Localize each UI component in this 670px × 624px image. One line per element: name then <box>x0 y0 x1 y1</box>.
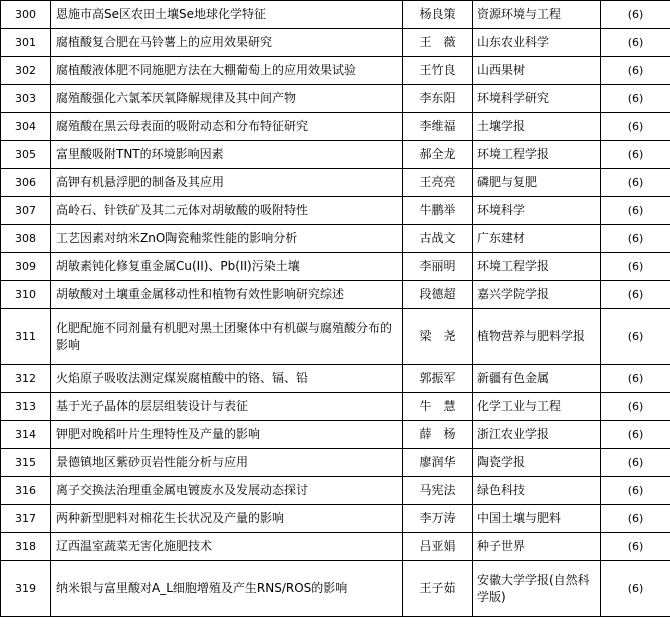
author-name: 李东阳 <box>403 85 473 113</box>
paper-title: 钾肥对晚稻叶片生理特性及产量的影响 <box>51 421 403 449</box>
table-row <box>1 449 670 477</box>
author-name: 王 薇 <box>403 29 473 57</box>
journal-name: 种子世界 <box>473 533 601 561</box>
table-row <box>1 85 670 113</box>
issue-number: (6) <box>601 393 670 421</box>
author-name: 李丽明 <box>403 253 473 281</box>
author-name: 段德超 <box>403 281 473 309</box>
issue-number: (6) <box>601 85 670 113</box>
journal-name: 山东农业科学 <box>473 29 601 57</box>
paper-title: 辽西温室蔬菜无害化施肥技术 <box>51 533 403 561</box>
table-row <box>1 561 670 617</box>
paper-title: 恩施市高Se区农田土壤Se地球化学特征 <box>51 1 403 29</box>
journal-name: 浙江农业学报 <box>473 421 601 449</box>
paper-title: 腐殖酸在黑云母表面的吸附动态和分布特征研究 <box>51 113 403 141</box>
row-number: 318 <box>1 533 51 561</box>
row-number: 300 <box>1 1 51 29</box>
table-row <box>1 169 670 197</box>
author-name: 王亮亮 <box>403 169 473 197</box>
table-row <box>1 113 670 141</box>
row-number: 315 <box>1 449 51 477</box>
row-number: 314 <box>1 421 51 449</box>
issue-number: (6) <box>601 477 670 505</box>
issue-number: (6) <box>601 29 670 57</box>
row-number: 307 <box>1 197 51 225</box>
author-name: 王竹良 <box>403 57 473 85</box>
row-number: 319 <box>1 561 51 617</box>
journal-name: 安徽大学学报(自然科学版) <box>473 561 601 617</box>
row-number: 309 <box>1 253 51 281</box>
author-name: 古战文 <box>403 225 473 253</box>
issue-number: (6) <box>601 505 670 533</box>
paper-title: 腐植酸液体肥不同施肥方法在大棚葡萄上的应用效果试验 <box>51 57 403 85</box>
paper-title: 腐植酸复合肥在马铃薯上的应用效果研究 <box>51 29 403 57</box>
journal-name: 环境科学研究 <box>473 85 601 113</box>
paper-title: 火焰原子吸收法测定煤炭腐植酸中的铬、镉、铅 <box>51 365 403 393</box>
journal-name: 新疆有色金属 <box>473 365 601 393</box>
journal-name: 陶瓷学报 <box>473 449 601 477</box>
journal-name: 环境工程学报 <box>473 253 601 281</box>
issue-number: (6) <box>601 253 670 281</box>
table-row <box>1 533 670 561</box>
paper-title: 化肥配施不同剂量有机肥对黑土团聚体中有机碳与腐殖酸分布的影响 <box>51 309 403 365</box>
journal-name: 广东建材 <box>473 225 601 253</box>
author-name: 廖润华 <box>403 449 473 477</box>
author-name: 王子茹 <box>403 561 473 617</box>
journal-name: 环境科学 <box>473 197 601 225</box>
author-name: 马宪法 <box>403 477 473 505</box>
issue-number: (6) <box>601 57 670 85</box>
issue-number: (6) <box>601 197 670 225</box>
paper-title: 胡敏素钝化修复重金属Cu(II)、Pb(II)污染土壤 <box>51 253 403 281</box>
issue-number: (6) <box>601 1 670 29</box>
issue-number: (6) <box>601 169 670 197</box>
paper-title: 离子交换法治理重金属电镀废水及发展动态探讨 <box>51 477 403 505</box>
row-number: 304 <box>1 113 51 141</box>
paper-title: 高钾有机悬浮肥的制备及其应用 <box>51 169 403 197</box>
author-name: 吕亚娟 <box>403 533 473 561</box>
table-row <box>1 1 670 29</box>
row-number: 313 <box>1 393 51 421</box>
author-name: 郭振军 <box>403 365 473 393</box>
paper-title: 腐殖酸强化六氯苯厌氧降解规律及其中间产物 <box>51 85 403 113</box>
issue-number: (6) <box>601 141 670 169</box>
journal-name: 绿色科技 <box>473 477 601 505</box>
row-number: 306 <box>1 169 51 197</box>
table-row <box>1 281 670 309</box>
row-number: 308 <box>1 225 51 253</box>
table-row <box>1 309 670 365</box>
journal-name: 中国土壤与肥料 <box>473 505 601 533</box>
table-row <box>1 253 670 281</box>
row-number: 305 <box>1 141 51 169</box>
table-row <box>1 225 670 253</box>
journal-name: 化学工业与工程 <box>473 393 601 421</box>
row-number: 301 <box>1 29 51 57</box>
row-number: 311 <box>1 309 51 365</box>
journal-name: 磷肥与复肥 <box>473 169 601 197</box>
author-name: 李维福 <box>403 113 473 141</box>
table-row <box>1 393 670 421</box>
author-name: 牛 慧 <box>403 393 473 421</box>
issue-number: (6) <box>601 365 670 393</box>
issue-number: (6) <box>601 561 670 617</box>
paper-title: 基于光子晶体的层层组装设计与表征 <box>51 393 403 421</box>
row-number: 316 <box>1 477 51 505</box>
paper-title: 景德镇地区紫砂页岩性能分析与应用 <box>51 449 403 477</box>
journal-name: 环境工程学报 <box>473 141 601 169</box>
row-number: 303 <box>1 85 51 113</box>
table-row <box>1 477 670 505</box>
table-row <box>1 421 670 449</box>
paper-title: 胡敏酸对土壤重金属移动性和植物有效性影响研究综述 <box>51 281 403 309</box>
journal-name: 山西果树 <box>473 57 601 85</box>
author-name: 李万涛 <box>403 505 473 533</box>
row-number: 312 <box>1 365 51 393</box>
journal-name: 资源环境与工程 <box>473 1 601 29</box>
paper-title: 工艺因素对纳米ZnO陶瓷釉浆性能的影响分析 <box>51 225 403 253</box>
paper-title: 两种新型肥料对棉花生长状况及产量的影响 <box>51 505 403 533</box>
row-number: 310 <box>1 281 51 309</box>
issue-number: (6) <box>601 449 670 477</box>
author-name: 杨良策 <box>403 1 473 29</box>
table-row <box>1 57 670 85</box>
table-row <box>1 197 670 225</box>
issue-number: (6) <box>601 113 670 141</box>
issue-number: (6) <box>601 421 670 449</box>
table-row <box>1 365 670 393</box>
issue-number: (6) <box>601 533 670 561</box>
paper-title: 高岭石、针铁矿及其二元体对胡敏酸的吸附特性 <box>51 197 403 225</box>
paper-title: 富里酸吸附TNT的环境影响因素 <box>51 141 403 169</box>
paper-title: 纳米银与富里酸对A_L细胞增殖及产生RNS/ROS的影响 <box>51 561 403 617</box>
table-row <box>1 141 670 169</box>
row-number: 302 <box>1 57 51 85</box>
table-row <box>1 505 670 533</box>
author-name: 牛鹏举 <box>403 197 473 225</box>
author-name: 郝全龙 <box>403 141 473 169</box>
journal-name: 嘉兴学院学报 <box>473 281 601 309</box>
issue-number: (6) <box>601 281 670 309</box>
issue-number: (6) <box>601 225 670 253</box>
journal-name: 土壤学报 <box>473 113 601 141</box>
author-name: 梁 尧 <box>403 309 473 365</box>
issue-number: (6) <box>601 309 670 365</box>
row-number: 317 <box>1 505 51 533</box>
author-name: 薛 杨 <box>403 421 473 449</box>
journal-name: 植物营养与肥料学报 <box>473 309 601 365</box>
table-row <box>1 29 670 57</box>
